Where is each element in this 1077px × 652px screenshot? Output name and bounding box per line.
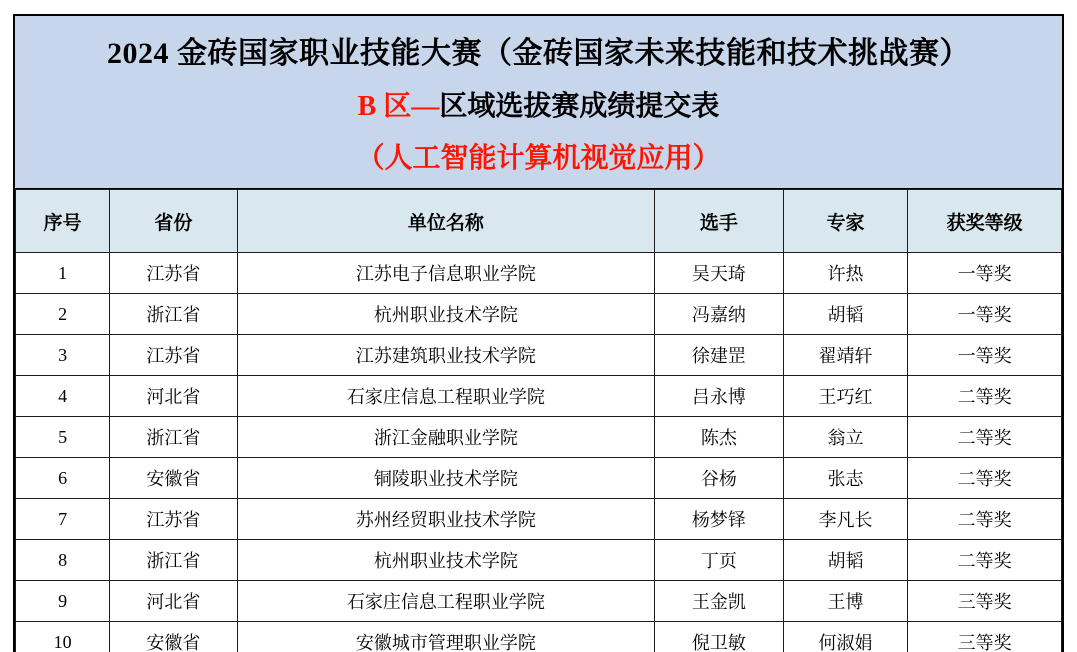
table-header-row <box>16 190 1062 253</box>
results-table <box>15 189 1062 652</box>
table-cell: 三等奖 <box>908 581 1062 622</box>
column-header: 序号 <box>16 190 110 253</box>
table-cell: 2 <box>16 294 110 335</box>
table-cell: 二等奖 <box>908 458 1062 499</box>
table-cell: 9 <box>16 581 110 622</box>
table-cell: 5 <box>16 417 110 458</box>
title-line-2 <box>358 84 720 124</box>
title-block <box>15 16 1062 189</box>
table-cell: 翟靖轩 <box>783 335 907 376</box>
table-cell: 江苏省 <box>110 335 238 376</box>
table-cell: 胡韬 <box>783 294 907 335</box>
table-cell: 江苏省 <box>110 499 238 540</box>
document <box>13 14 1064 652</box>
table-cell: 张志 <box>783 458 907 499</box>
table-cell: 河北省 <box>110 376 238 417</box>
table-cell: 6 <box>16 458 110 499</box>
table-cell: 石家庄信息工程职业学院 <box>237 581 654 622</box>
title-line-2-text: 区域选拔赛成绩提交表 <box>439 91 720 122</box>
table-row <box>16 253 1062 294</box>
table-cell: 徐建罡 <box>655 335 784 376</box>
table-cell: 江苏省 <box>110 253 238 294</box>
table-row <box>16 581 1062 622</box>
table-cell: 安徽城市管理职业学院 <box>237 622 654 652</box>
table-cell: 吴天琦 <box>655 253 784 294</box>
table-cell: 江苏电子信息职业学院 <box>237 253 654 294</box>
table-cell: 安徽省 <box>110 458 238 499</box>
table-cell: 许热 <box>783 253 907 294</box>
table-cell: 杭州职业技术学院 <box>237 540 654 581</box>
title-line-3: （人工智能计算机视觉应用） <box>356 143 721 174</box>
table-row <box>16 499 1062 540</box>
table-row <box>16 335 1062 376</box>
title-line-1: 2024 金砖国家职业技能大赛（金砖国家未来技能和技术挑战赛） <box>107 37 970 70</box>
table-cell: 4 <box>16 376 110 417</box>
table-cell: 浙江金融职业学院 <box>237 417 654 458</box>
table-row <box>16 622 1062 652</box>
table-cell: 河北省 <box>110 581 238 622</box>
table-cell: 二等奖 <box>908 499 1062 540</box>
table-cell: 江苏建筑职业技术学院 <box>237 335 654 376</box>
table-row <box>16 458 1062 499</box>
table-cell: 浙江省 <box>110 294 238 335</box>
column-header: 省份 <box>110 190 238 253</box>
table-cell: 冯嘉纳 <box>655 294 784 335</box>
table-cell: 杭州职业技术学院 <box>237 294 654 335</box>
table-cell: 倪卫敏 <box>655 622 784 652</box>
table-cell: 浙江省 <box>110 540 238 581</box>
column-header: 获奖等级 <box>908 190 1062 253</box>
table-cell: 丁页 <box>655 540 784 581</box>
table-row <box>16 294 1062 335</box>
table-cell: 谷杨 <box>655 458 784 499</box>
table-cell: 10 <box>16 622 110 652</box>
table-cell: 二等奖 <box>908 417 1062 458</box>
table-cell: 李凡长 <box>783 499 907 540</box>
table-cell: 翁立 <box>783 417 907 458</box>
table-cell: 王博 <box>783 581 907 622</box>
table-cell: 二等奖 <box>908 540 1062 581</box>
table-cell: 陈杰 <box>655 417 784 458</box>
table-cell: 7 <box>16 499 110 540</box>
table-cell: 三等奖 <box>908 622 1062 652</box>
table-cell: 8 <box>16 540 110 581</box>
table-cell: 何淑娟 <box>783 622 907 652</box>
table-cell: 3 <box>16 335 110 376</box>
table-cell: 一等奖 <box>908 294 1062 335</box>
table-row <box>16 540 1062 581</box>
table-cell: 一等奖 <box>908 253 1062 294</box>
table-cell: 铜陵职业技术学院 <box>237 458 654 499</box>
table-cell: 吕永博 <box>655 376 784 417</box>
table-cell: 安徽省 <box>110 622 238 652</box>
table-cell: 一等奖 <box>908 335 1062 376</box>
table-cell: 胡韬 <box>783 540 907 581</box>
table-cell: 王金凯 <box>655 581 784 622</box>
title-line-2-zone-label: B 区— <box>357 91 440 122</box>
table-cell: 浙江省 <box>110 417 238 458</box>
table-cell: 苏州经贸职业技术学院 <box>237 499 654 540</box>
column-header: 选手 <box>655 190 784 253</box>
column-header: 单位名称 <box>237 190 654 253</box>
table-row <box>16 417 1062 458</box>
table-cell: 1 <box>16 253 110 294</box>
table-row <box>16 376 1062 417</box>
table-cell: 杨梦铎 <box>655 499 784 540</box>
table-cell: 石家庄信息工程职业学院 <box>237 376 654 417</box>
table-cell: 二等奖 <box>908 376 1062 417</box>
column-header: 专家 <box>783 190 907 253</box>
table-cell: 王巧红 <box>783 376 907 417</box>
table-body <box>16 253 1062 652</box>
